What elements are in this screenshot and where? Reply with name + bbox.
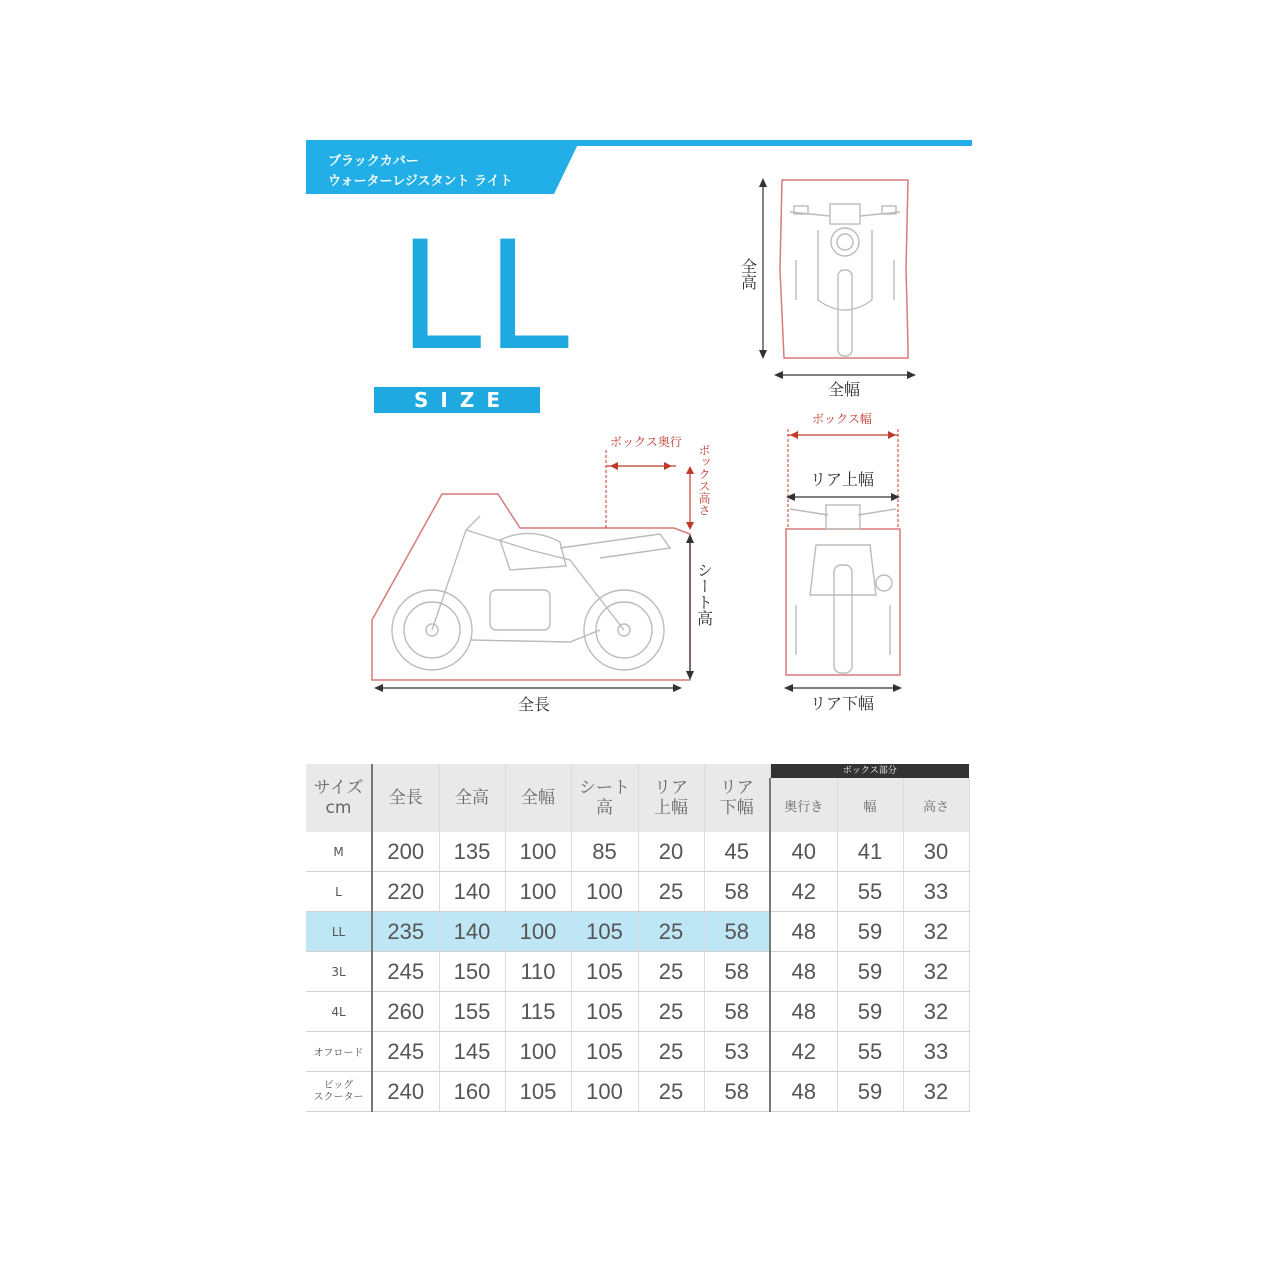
table-cell: 105 [571,1032,638,1072]
product-name-line1: ブラックカバー [328,154,419,169]
table-cell: 32 [903,1072,969,1112]
table-cell: 40 [770,832,837,872]
header-box-depth: 奥行き [770,778,837,832]
table-cell: 100 [571,872,638,912]
table-cell: 245 [372,1032,439,1072]
table-cell: 48 [770,992,837,1032]
header-box-width: 幅 [837,778,903,832]
motorcycle-front-icon [790,204,900,356]
table-cell: 55 [837,872,903,912]
table-cell: 45 [704,832,770,872]
box-width-label: ボックス幅 [812,412,872,426]
table-cell: 53 [704,1032,770,1072]
table-cell: 100 [505,872,571,912]
table-cell: 59 [837,992,903,1032]
box-depth-label: ボックス奥行 [610,435,682,449]
header-length: 全長 [372,764,439,832]
table-cell: 25 [638,1032,704,1072]
front-width-label: 全幅 [827,380,861,399]
table-cell: 25 [638,872,704,912]
table-row [306,992,969,1032]
table-cell: 85 [571,832,638,872]
table-cell: 48 [770,952,837,992]
table-cell: 33 [903,872,969,912]
table-cell: 245 [372,952,439,992]
table-cell: 140 [439,872,505,912]
table-cell: 41 [837,832,903,872]
table-cell: 33 [903,1032,969,1072]
header-width: 全幅 [505,764,571,832]
table-cell: 59 [837,1072,903,1112]
row-size-label: 4L [306,992,372,1032]
table-cell: 58 [704,992,770,1032]
table-cell: 55 [837,1032,903,1072]
table-cell: 110 [505,952,571,992]
table-cell: 140 [439,912,505,952]
cover-outline-rear [786,529,900,675]
table-cell: 58 [704,1072,770,1112]
header-rear-upper: リア 上幅 [638,764,704,832]
size-table [306,764,970,1112]
table-cell: 105 [571,992,638,1032]
table-cell: 155 [439,992,505,1032]
motorcycle-side-icon [392,516,670,670]
size-bar: SIZE [374,387,540,413]
table-cell: 58 [704,952,770,992]
table-cell: 58 [704,872,770,912]
table-cell: 32 [903,912,969,952]
table-cell: 235 [372,912,439,952]
table-cell: 32 [903,992,969,1032]
table-cell: 25 [638,1072,704,1112]
table-cell: 25 [638,912,704,952]
size-table-body [306,832,969,1112]
row-size-label: M [306,832,372,872]
table-cell: 100 [505,832,571,872]
header-rear-lower: リア 下幅 [704,764,770,832]
front-view-diagram [730,170,930,400]
rear-view-diagram [776,405,916,715]
table-cell: 115 [505,992,571,1032]
table-cell: 160 [439,1072,505,1112]
row-size-label: ビッグ スクーター [306,1072,372,1112]
header-size-line2: cm [325,798,352,818]
table-cell: 105 [571,952,638,992]
header-size [306,764,372,832]
table-cell: 100 [505,912,571,952]
table-cell: 150 [439,952,505,992]
header-size-line1: サイズ [313,778,364,798]
table-row [306,952,969,992]
motorcycle-rear-icon [790,505,896,673]
header-seat-height: シート 高 [571,764,638,832]
row-size-label: 3L [306,952,372,992]
header-height: 全高 [439,764,505,832]
size-label: LL [398,210,574,384]
front-height-label: 全高 [738,258,758,290]
box-height-label: ボックス高さ [697,444,711,516]
row-size-label: L [306,872,372,912]
table-cell: 105 [571,912,638,952]
table-cell: 105 [505,1072,571,1112]
rear-upper-width-label: リア上幅 [809,470,875,489]
table-cell: 20 [638,832,704,872]
header-box-height: 高さ [903,778,969,832]
header-box-group: ボックス部分 [770,764,969,778]
rear-lower-width-label: リア下幅 [809,694,875,713]
table-row [306,832,969,872]
table-cell: 59 [837,912,903,952]
table-row [306,912,969,952]
table-cell: 48 [770,912,837,952]
table-cell: 25 [638,992,704,1032]
table-cell: 32 [903,952,969,992]
row-size-label: LL [306,912,372,952]
table-cell: 145 [439,1032,505,1072]
table-cell: 58 [704,912,770,952]
seat-height-label: シート高 [694,562,714,626]
row-size-label: オフロード [306,1032,372,1072]
table-cell: 100 [571,1072,638,1112]
table-cell: 135 [439,832,505,872]
table-cell: 260 [372,992,439,1032]
table-cell: 100 [505,1032,571,1072]
table-row [306,1032,969,1072]
table-cell: 220 [372,872,439,912]
table-cell: 42 [770,872,837,912]
table-cell: 42 [770,1032,837,1072]
table-cell: 25 [638,952,704,992]
table-row [306,1072,969,1112]
product-name-line2: ウォーターレジスタント ライト [328,174,513,189]
length-label: 全長 [517,695,551,714]
table-cell: 59 [837,952,903,992]
table-row [306,872,969,912]
table-cell: 200 [372,832,439,872]
side-view-diagram [370,430,730,720]
table-cell: 30 [903,832,969,872]
table-cell: 240 [372,1072,439,1112]
table-cell: 48 [770,1072,837,1112]
